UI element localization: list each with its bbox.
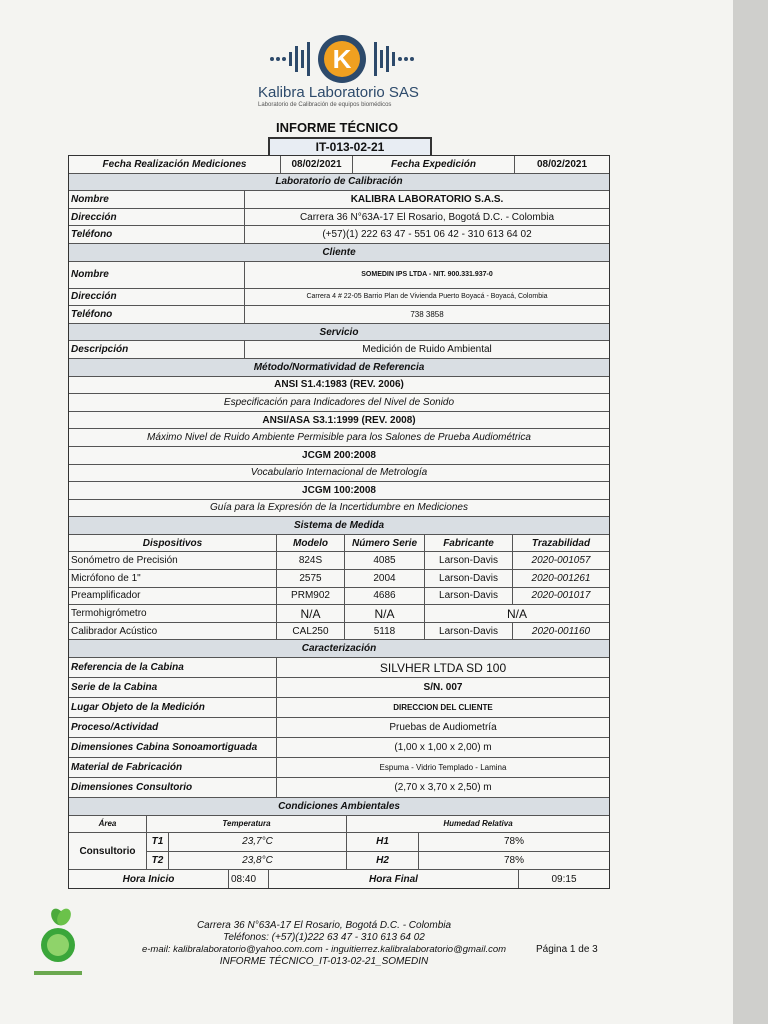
device-serial: 4686 [345, 588, 425, 605]
method-desc-2: Máximo Nivel de Ruido Ambiente Permisible para los Salones de Prueba Audiométrica [147, 432, 531, 444]
lab-address-label: Dirección [69, 209, 245, 226]
client-address-label: Dirección [69, 289, 245, 306]
start-time-value: 08:40 [229, 870, 269, 888]
char-label: Dimensiones Consultorio [69, 778, 277, 797]
svg-text:K: K [332, 44, 352, 74]
device-model: N/A [277, 605, 345, 622]
client-name-label: Nombre [69, 262, 245, 288]
col-trazabilidad: Trazabilidad [531, 537, 591, 549]
col-dispositivos: Dispositivos [69, 535, 277, 552]
device-trace: 2020-001261 [531, 572, 591, 584]
h2-value: 78% [503, 854, 524, 866]
device-maker: Larson-Davis [425, 552, 513, 569]
sound-wave-logo-icon [268, 32, 438, 84]
service-desc-label: Descripción [69, 341, 245, 358]
col-fabricante: Fabricante [425, 535, 513, 552]
page-number: Página 1 de 3 [536, 944, 598, 955]
device-serial: 2004 [345, 570, 425, 587]
char-value: (1,00 x 1,00 x 2,00) m [394, 742, 492, 754]
lab-address: Carrera 36 N°63A-17 El Rosario, Bogotá D.C. - Colombia [299, 211, 555, 223]
method-desc-1: Especificación para Indicadores del Nivel de Sonido [223, 396, 455, 408]
device-name: Micrófono de 1" [69, 570, 277, 587]
device-maker: Larson-Davis [425, 588, 513, 605]
char-value: DIRECCION DEL CLIENTE [393, 703, 493, 713]
method-code-4: JCGM 100:2008 [302, 484, 376, 496]
h2-label: H2 [347, 852, 419, 870]
client-phone-label: Teléfono [69, 306, 245, 323]
method-code-1: ANSI S1.4:1983 (REV. 2006) [274, 379, 404, 391]
h1-value: 78% [503, 836, 524, 848]
device-model: 2575 [277, 570, 345, 587]
device-trace: 2020-001160 [531, 625, 591, 637]
scan-edge [733, 0, 768, 1024]
temperature-label: Temperatura [147, 816, 347, 833]
system-section-title: Sistema de Medida [69, 517, 609, 534]
end-time-label: Hora Final [269, 870, 519, 888]
client-section-title: Cliente [69, 244, 609, 261]
footer [104, 920, 544, 968]
char-value: Pruebas de Audiometría [389, 722, 497, 734]
device-model: CAL250 [277, 623, 345, 640]
device-maker-trace-merged: N/A [506, 606, 527, 621]
client-address: Carrera 4 # 22-05 Barrio Plan de Vivienda Puerto Boyacá - Boyacá, Colombia [306, 293, 548, 301]
service-desc: Medición de Ruido Ambiental [362, 344, 492, 356]
measure-date-label: Fecha Realización Mediciones [69, 156, 281, 173]
system-header-row [69, 535, 609, 553]
t1-value: 23,7°C [169, 833, 347, 851]
table-row [69, 552, 609, 570]
h1-label: H1 [347, 833, 419, 851]
end-time-value: 09:15 [551, 873, 577, 885]
device-name: Sonómetro de Precisión [69, 552, 277, 569]
footer-phones: Teléfonos: (+57)(1)222 63 47 - 310 613 64 02 [223, 932, 425, 943]
company-subtitle: Laboratorio de Calibración de equipos biomédicos [258, 102, 392, 108]
lab-name-label: Nombre [69, 191, 245, 208]
device-name: Termohigrómetro [69, 605, 277, 622]
table-row [69, 623, 609, 641]
dates-row [69, 156, 609, 174]
device-maker: Larson-Davis [425, 623, 513, 640]
device-serial: 5118 [345, 623, 425, 640]
device-trace: 2020-001017 [531, 590, 591, 602]
area-label: Área [69, 816, 147, 833]
method-section-title: Método/Normatividad de Referencia [69, 359, 609, 376]
char-label: Referencia de la Cabina [69, 658, 277, 677]
method-code-2: ANSI/ASA S3.1:1999 (REV. 2008) [262, 414, 416, 426]
char-value: S/N. 007 [423, 682, 463, 694]
char-value: (2,70 x 3,70 x 2,50) m [394, 782, 492, 794]
start-time-label: Hora Inicio [69, 870, 229, 888]
service-section-title: Servicio [69, 324, 609, 341]
device-trace: 2020-001057 [531, 555, 591, 567]
method-code-3: JCGM 200:2008 [302, 449, 376, 461]
area-value: Consultorio [69, 833, 147, 869]
char-label: Lugar Objeto de la Medición [69, 698, 277, 717]
conditions-section-title: Condiciones Ambientales [69, 798, 609, 815]
report-form [68, 155, 610, 889]
footer-emails: e-mail: kalibralaboratorio@yahoo.com.com - inguitierrez.kalibralaboratorio@gmail.com [141, 944, 507, 955]
method-desc-4: Guía para la Expresión de la Incertidumbre en Mediciones [210, 502, 468, 514]
issue-date-label: Fecha Expedición [353, 156, 515, 173]
t2-value: 23,8°C [169, 852, 347, 870]
device-model: 824S [277, 552, 345, 569]
footer-doc-name: INFORME TÉCNICO_IT-013-02-21_SOMEDIN [219, 956, 429, 967]
measure-date-value: 08/02/2021 [281, 156, 353, 173]
client-name: SOMEDIN IPS LTDA - NIT. 900.331.937-0 [361, 271, 493, 279]
char-value: SILVHER LTDA SD 100 [379, 660, 507, 675]
lab-name: KALIBRA LABORATORIO S.A.S. [350, 193, 504, 205]
t1-label: T1 [147, 833, 169, 851]
lab-phone-label: Teléfono [69, 226, 245, 243]
char-label: Serie de la Cabina [69, 678, 277, 697]
t2-label: T2 [147, 852, 169, 870]
eco-seal-icon [30, 905, 86, 985]
lab-phone: (+57)(1) 222 63 47 - 551 06 42 - 310 613 64 02 [322, 229, 532, 241]
device-model: PRM902 [277, 588, 345, 605]
device-name: Preamplificador [69, 588, 277, 605]
char-label: Material de Fabricación [69, 758, 277, 777]
table-row [69, 588, 609, 606]
table-row [69, 570, 609, 588]
col-numero-serie: Número Serie [345, 535, 425, 552]
char-label: Proceso/Actividad [69, 718, 277, 737]
humidity-label: Humedad Relativa [443, 819, 513, 829]
device-name: Calibrador Acústico [69, 623, 277, 640]
table-row [69, 605, 609, 623]
company-name: Kalibra Laboratorio SAS [258, 84, 419, 101]
char-value: Espuma - Vidrio Templado - Lamina [379, 763, 507, 773]
conditions-block [69, 833, 609, 870]
device-serial: N/A [345, 605, 425, 622]
char-label: Dimensiones Cabina Sonoamortiguada [69, 738, 277, 757]
characterization-section-title: Caracterización [69, 640, 609, 657]
report-title: INFORME TÉCNICO [276, 120, 399, 135]
device-maker: Larson-Davis [425, 570, 513, 587]
device-serial: 4085 [345, 552, 425, 569]
footer-address: Carrera 36 N°63A-17 El Rosario, Bogotá D.C. - Colombia [196, 920, 452, 931]
lab-section-title: Laboratorio de Calibración [69, 174, 609, 191]
col-modelo: Modelo [277, 535, 345, 552]
client-phone: 738 3858 [410, 309, 444, 319]
report-code: IT-013-02-21 [268, 137, 432, 158]
company-logo [240, 28, 470, 120]
method-desc-3: Vocabulario Internacional de Metrología [250, 467, 428, 479]
issue-date-value: 08/02/2021 [536, 158, 588, 170]
